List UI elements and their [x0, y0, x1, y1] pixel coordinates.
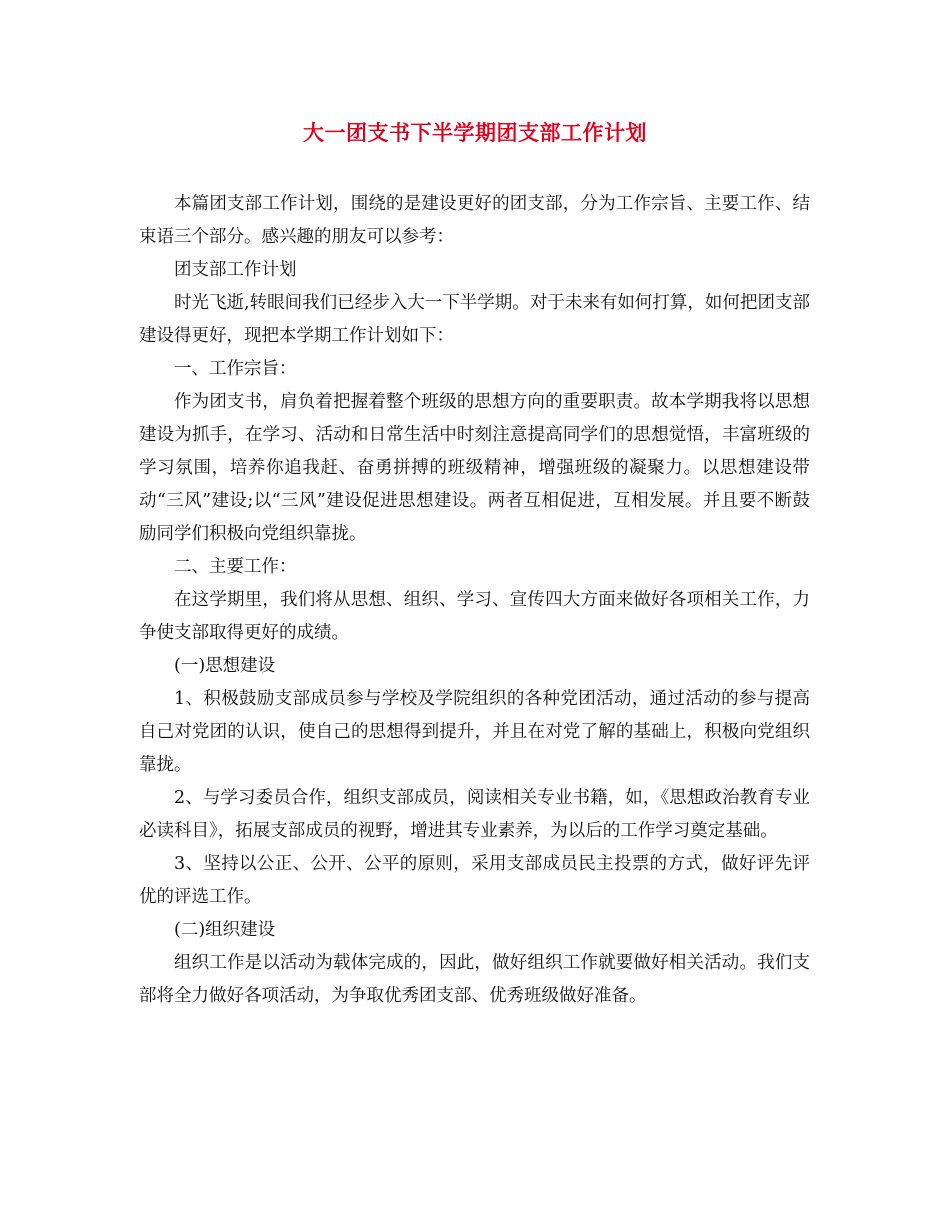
- list-item-paragraph: 2、与学习委员合作，组织支部成员，阅读相关专业书籍，如，《思想政治教育专业必读科目》，拓展支部成员的视野，增进其专业素养，为以后的工作学习奠定基础。: [139, 788, 810, 841]
- body-paragraph: 作为团支书，肩负着把握着整个班级的思想方向的重要职责。故本学期我将以思想建设为抓手，在学习、活动和日常生活中时刻注意提高同学们的思想觉悟，丰富班级的学习氛围，培养你追我赶、奋勇拼搏的班级精神，增强班级的凝聚力。以思想建设带动“三风”建设;以“三风”建设促进思想建设。两者互相促进，互相发展。并且要不断鼓励同学们积极向党组织靠拢。: [139, 392, 810, 544]
- intro-paragraph: 本篇团支部工作计划，围绕的是建设更好的团支部，分为工作宗旨、主要工作、结束语三个部分。感兴趣的朋友可以参考：: [139, 194, 810, 247]
- document-title: 大一团支书下半学期团支部工作计划: [303, 120, 647, 145]
- subheading: 团支部工作计划: [174, 260, 297, 280]
- document-body: [139, 188, 810, 1013]
- body-paragraph: 在这学期里，我们将从思想、组织、学习、宣传四大方面来做好各项相关工作，力争使支部取得更好的成绩。: [139, 590, 810, 643]
- list-item-paragraph: 1、积极鼓励支部成员参与学校及学院组织的各种党团活动，通过活动的参与提高自己对党团的认识，使自己的思想得到提升，并且在对党了解的基础上，积极向党组织靠拢。: [139, 689, 810, 775]
- opening-paragraph: 时光飞逝,转眼间我们已经步入大一下半学期。对于未来有如何打算，如何把团支部建设得更好，现把本学期工作计划如下：: [139, 293, 810, 346]
- list-item-paragraph: 3、坚持以公正、公开、公平的原则，采用支部成员民主投票的方式，做好评先评优的评选工作。: [139, 854, 810, 907]
- subsection-heading: (二)组织建设: [174, 920, 276, 940]
- subsection-heading: (一)思想建设: [174, 656, 276, 676]
- body-paragraph: 组织工作是以活动为载体完成的，因此，做好组织工作就要做好相关活动。我们支部将全力做好各项活动，为争取优秀团支部、优秀班级做好准备。: [139, 953, 810, 1006]
- section-heading: 二、主要工作：: [174, 557, 297, 577]
- section-heading: 一、工作宗旨：: [174, 359, 297, 379]
